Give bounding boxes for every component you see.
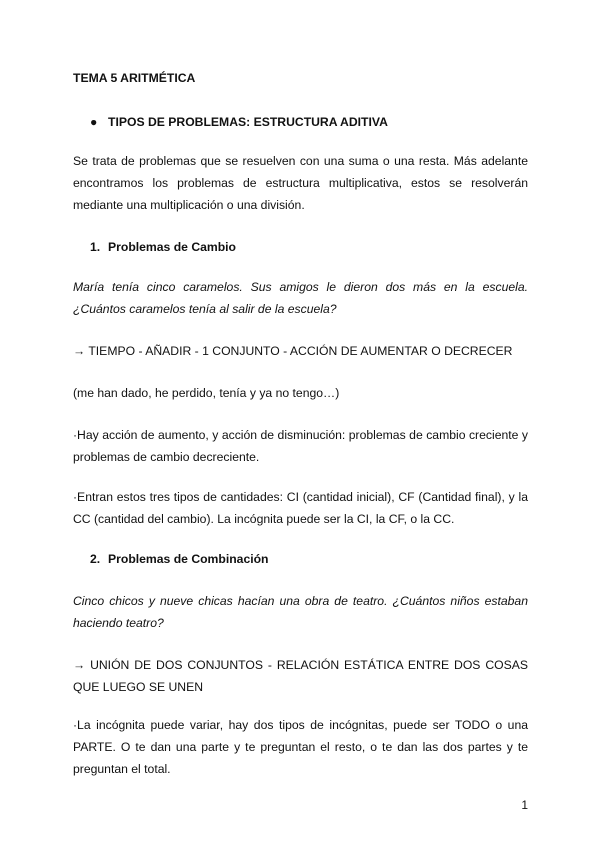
subsection-heading-combinacion <box>90 548 530 570</box>
bullet-icon: ● <box>90 115 98 129</box>
arrow-summary-cambio: → TIEMPO - AÑADIR - 1 CONJUNTO - ACCIÓN DE AUMENTAR O DECRECER <box>73 344 513 358</box>
note-cambio: (me han dado, he perdido, tenía y ya no tengo…) <box>73 386 340 400</box>
subsection-number: 2. <box>90 552 101 566</box>
section-heading-row <box>90 111 530 133</box>
subsection-heading-cambio <box>90 236 530 258</box>
subsection-title: Problemas de Combinación <box>108 552 269 566</box>
document-title: TEMA 5 ARITMÉTICA <box>73 71 196 85</box>
example-problem-combinacion: Cinco chicos y nueve chicas hacían una obra de teatro. ¿Cuántos niños estaban haciendo teatro? <box>73 594 528 630</box>
section-heading: TIPOS DE PROBLEMAS: ESTRUCTURA ADITIVA <box>108 115 388 129</box>
subsection-number: 1. <box>90 240 101 254</box>
intro-paragraph: Se trata de problemas que se resuelven con una suma o una resta. Más adelante encontramos los problemas de estructura multiplicativa, estos se resolverán mediante una multiplicación o una división. <box>73 154 528 212</box>
arrow-summary-combinacion: → UNIÓN DE DOS CONJUNTOS - RELACIÓN ESTÁTICA ENTRE DOS COSAS QUE LUEGO SE UNEN <box>73 658 528 694</box>
point-combinacion-1: ·La incógnita puede variar, hay dos tipos de incógnitas, puede ser TODO o una PARTE. O te dan una parte y te preguntan el resto, o te dan las dos partes y te preguntan el total. <box>73 718 528 776</box>
example-problem-cambio: María tenía cinco caramelos. Sus amigos le dieron dos más en la escuela. ¿Cuántos caramelos tenía al salir de la escuela? <box>73 280 528 316</box>
subsection-title: Problemas de Cambio <box>108 240 237 254</box>
point-cambio-2: ·Entran estos tres tipos de cantidades: CI (cantidad inicial), CF (Cantidad final), y la CC (cantidad del cambio). La incógnita puede ser la CI, la CF, o la CC. <box>73 490 528 526</box>
point-cambio-1: ·Hay acción de aumento, y acción de disminución: problemas de cambio creciente y problemas de cambio decreciente. <box>73 428 528 464</box>
page-number: 1 <box>521 798 528 812</box>
